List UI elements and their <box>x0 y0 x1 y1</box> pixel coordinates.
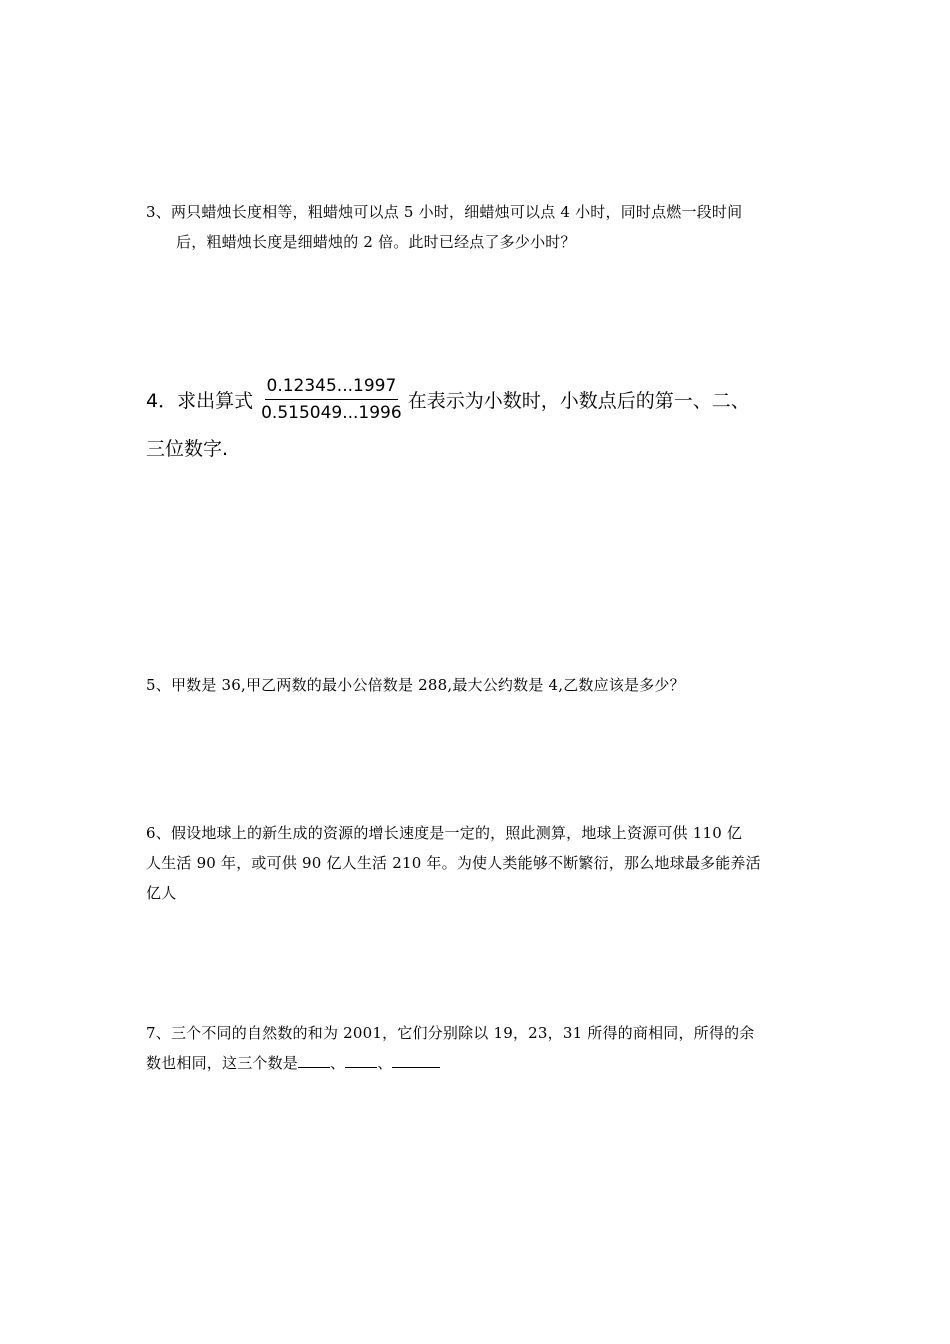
question-7-line-2-text: 数也相同，这三个数是 <box>146 1054 299 1072</box>
question-6 <box>146 818 811 908</box>
question-3-line-2: 后，粗蜡烛长度是细蜡烛的 2 倍。此时已经点了多少小时？ <box>176 233 576 251</box>
question-4-line-2: 三位数字. <box>146 438 229 460</box>
answer-blank-1[interactable] <box>298 1051 330 1068</box>
question-4-suffix: 在表示为小数时，小数点后的第一、二、 <box>407 389 750 412</box>
question-7 <box>146 1018 811 1078</box>
question-3 <box>146 197 811 257</box>
question-5-line-1: 5、甲数是 36,甲乙两数的最小公倍数是 288,最大公约数是 4,乙数应该是多少？ <box>146 676 685 694</box>
question-6-line-3: 亿人 <box>146 884 177 902</box>
fraction-numerator: 0.12345...1997 <box>265 375 399 400</box>
question-7-line-2 <box>146 1048 811 1078</box>
blank-separator-1: 、 <box>330 1054 346 1072</box>
question-5 <box>146 670 811 700</box>
answer-blank-2[interactable] <box>345 1051 377 1068</box>
question-3-line-1: 3、两只蜡烛长度相等，粗蜡烛可以点 5 小时，细蜡烛可以点 4 小时，同时点燃一段时间 <box>146 203 743 221</box>
question-6-line-2: 人生活 90 年，或可供 90 亿人生活 210 年。为使人类能够不断繁衍，那么地球最多能养活 <box>146 854 761 872</box>
fraction-expression <box>259 375 404 424</box>
answer-blank-3[interactable] <box>392 1051 440 1068</box>
fraction-denominator: 0.515049...1996 <box>261 402 402 423</box>
question-4-prefix: 4．求出算式 <box>146 389 254 412</box>
blank-separator-2: 、 <box>377 1054 393 1072</box>
question-7-line-1: 7、三个不同的自然数的和为 2001，它们分别除以 19，23，31 所得的商相同，所得的余 <box>146 1024 755 1042</box>
question-4 <box>146 372 846 464</box>
question-6-line-1: 6、假设地球上的新生成的资源的增长速度是一定的，照此测算，地球上资源可供 110 亿 <box>146 824 743 842</box>
